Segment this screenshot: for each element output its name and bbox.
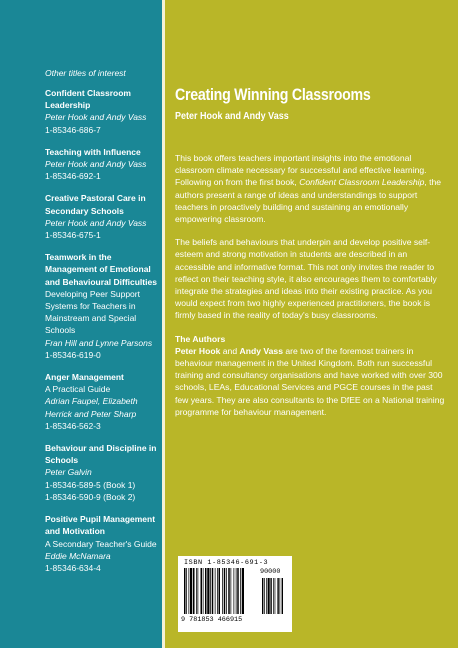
blurb-paragraph-2: The beliefs and behaviours that underpin and develop positive self-esteem and strong motivation in students are described in an accessible and informative format. This not only invites the reader to reflect on their teaching style, it also encourages them to comfortably integrate the strategies and ideas into their existing practice. As you would expect from two highly experienced practitioners, the book is firmly based in the reality of today's busy classrooms. [175, 237, 437, 321]
barcode-isbn: ISBN 1-85346-691-3 [184, 559, 269, 567]
blurb [175, 152, 447, 429]
book-entry-isbn: 1-85346-692-1 [45, 171, 101, 182]
isbn-barcode [178, 556, 292, 632]
book-entry-isbn: 1-85346-619-0 [45, 349, 101, 360]
other-titles-list [45, 87, 159, 584]
book-entry [45, 87, 159, 136]
book-entry-title: Teaching with Influence [45, 146, 141, 157]
book-entry [45, 192, 159, 241]
book-entry-title: Positive Pupil Management and Motivation [45, 514, 156, 537]
book-entry-title: Behaviour and Discipline in Schools [45, 443, 157, 466]
book-entry-isbn: 1-85346-562-3 [45, 420, 101, 431]
book-entry-subtitle: A Practical Guide [45, 384, 111, 395]
book-entry-authors: Peter Hook and Andy Vass [45, 159, 147, 170]
book-title: Creating Winning Classrooms [175, 86, 371, 104]
blurb-paragraph-1: This book offers teachers important insights into the emotional classroom climate necessary for successful and effective learning. Following on from the first book, Confident Classroom Leadership, the authors present a range of ideas and understandings to support teachers in proactively building and sustaining an emotionally empowering classroom. [175, 153, 442, 225]
book-entry-title: Creative Pastoral Care in Secondary Schools [45, 193, 146, 216]
book-entry [45, 442, 159, 503]
book-authors: Peter Hook and Andy Vass [175, 111, 289, 122]
book-entry-subtitle: Developing Peer Support Systems for Teachers in Mainstream and Special Schools [45, 288, 140, 336]
back-cover-sidebar [0, 0, 162, 648]
book-entry-authors: Adrian Faupel, Elizabeth Herrick and Peter Sharp [45, 396, 138, 419]
back-cover-main [165, 0, 458, 648]
book-entry [45, 513, 159, 574]
book-entry-isbn: 1-85346-589-5 (Book 1) [45, 479, 136, 490]
book-entry-authors: Fran Hill and Lynne Parsons [45, 337, 153, 348]
book-entry-isbn: 1-85346-634-4 [45, 562, 101, 573]
barcode-digits: 9 781853 466915 [181, 616, 243, 624]
book-entry [45, 371, 159, 432]
book-entry-authors: Peter Hook and Andy Vass [45, 217, 147, 228]
authors-paragraph: Peter Hook and Andy Vass are two of the foremost trainers in behaviour management in the United Kingdom. Both run successful training and consultancy organisations and have worked with over 300 schools, LEAs, Educational Services and PGCE courses in the past few years. They are also consultants to the DfEE on a National training programme for behaviour management. [175, 345, 445, 417]
book-entry-title: Confident Classroom Leadership [45, 88, 131, 111]
other-titles-heading: Other titles of interest [45, 68, 126, 78]
book-entry [45, 251, 159, 361]
barcode-addon: 90000 [260, 568, 281, 576]
book-entry-title: Teamwork in the Management of Emotional and Behavioural Difficulties [45, 252, 157, 287]
book-entry-isbn: 1-85346-686-7 [45, 124, 101, 135]
book-entry-authors: Peter Galvin [45, 467, 92, 478]
book-entry-isbn: 1-85346-590-9 (Book 2) [45, 491, 136, 502]
authors-heading: The Authors [175, 333, 226, 344]
book-entry-subtitle: A Secondary Teacher's Guide [45, 538, 157, 549]
book-entry-title: Anger Management [45, 372, 124, 383]
book-entry-isbn: 1-85346-675-1 [45, 230, 101, 241]
book-entry-authors: Eddie McNamara [45, 550, 111, 561]
book-entry-authors: Peter Hook and Andy Vass [45, 112, 147, 123]
book-entry [45, 146, 159, 183]
